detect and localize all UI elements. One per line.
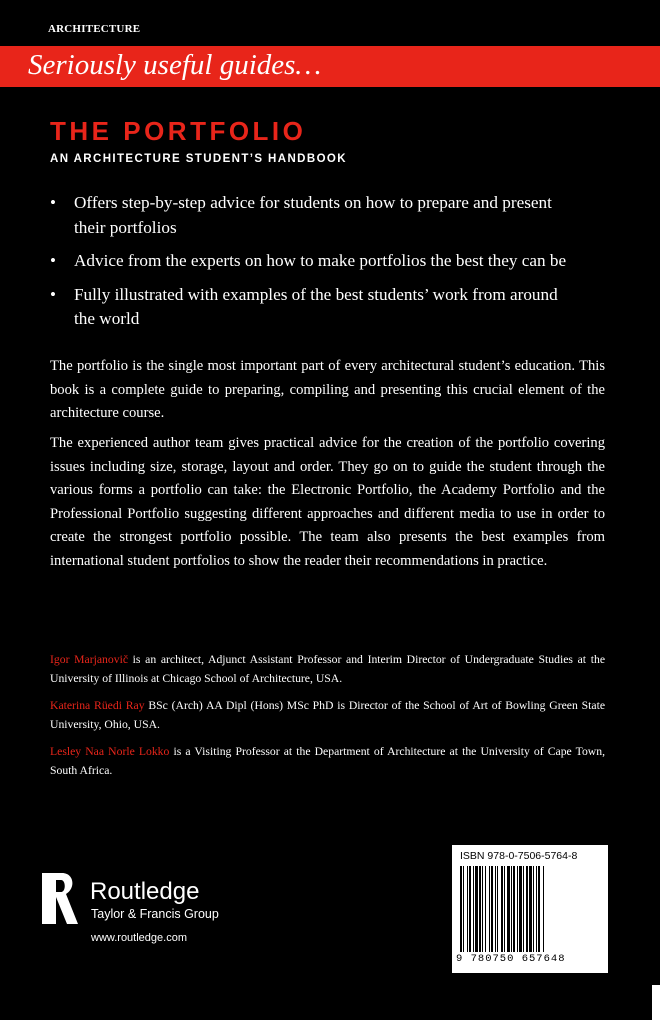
barcode-bar [511,866,512,952]
isbn-label: ISBN 978-0-7506-5764-8 [460,850,578,862]
barcode-bar [475,866,478,952]
barcode-bar [495,866,496,952]
author-bio [50,650,605,688]
author-bio-text: is a Visiting Professor at the Department of Architecture at the University of Cape Town, South Africa. [50,745,605,777]
book-subtitle: AN ARCHITECTURE STUDENT’S HANDBOOK [50,153,347,165]
bullet-text: Fully illustrated with examples of the best students’ work from around the world [74,284,558,328]
list-item [50,283,570,332]
barcode-bar [543,866,544,952]
description-paragraph: The portfolio is the single most important part of every architectural student’s education. This book is a complete guide to preparing, compiling and presenting this crucial element of the architecture course. [50,358,605,421]
bullet-icon: • [50,193,56,212]
barcode-bar [529,866,532,952]
barcode-bar [533,866,534,952]
barcode-bar [467,866,468,952]
barcode-bar [513,866,515,952]
routledge-logo-icon [40,872,80,926]
barcode-bar [489,866,490,952]
description-paragraph: The experienced author team gives practical advice for the creation of the portfolio covering issues including size, storage, layout and order. They go on to guide the student through the various forms a portfolio can take: the Electronic Portfolio, the Academy Portfolio and the Professional Portfolio suggesting different approaches and different media to use in order to create the strongest portfolio possible. The team also presents the best examples from international student portfolios to show the reader their recommendations in practice. [50,435,605,569]
feature-list [50,191,570,341]
bullet-icon: • [50,284,56,304]
barcode-bar [482,866,483,952]
barcode-bar [523,866,524,952]
barcode-bar [504,866,505,952]
tagline: Seriously useful guides… [28,49,322,81]
publisher-url[interactable]: www.routledge.com [91,932,187,944]
publisher-group: Taylor & Francis Group [91,907,219,921]
barcode-bar [526,866,528,952]
barcode-bar [473,866,474,952]
edge-strip [652,985,660,1020]
barcode-bar [460,866,462,952]
author-bio [50,696,605,734]
barcode-bar [536,866,537,952]
category-label: ARCHITECTURE [48,23,141,35]
barcode-bar [463,866,464,952]
barcode-bar [519,866,522,952]
barcode-bar [469,866,471,952]
author-bio [50,742,605,780]
barcode-bar [517,866,518,952]
author-name: Igor Marjanovič [50,653,129,666]
author-name: Lesley Naa Norle Lokko [50,745,170,758]
barcode [460,866,602,952]
barcode-bar [538,866,540,952]
author-bio-text: BSc (Arch) AA Dipl (Hons) MSc PhD is Director of the School of Art of Bowling Green State University, Ohio, USA. [50,699,606,731]
barcode-bar [491,866,493,952]
publisher-name: Routledge [90,878,200,905]
barcode-bar [497,866,498,952]
barcode-bar [485,866,486,952]
list-item [50,249,570,274]
bullet-text: Offers step-by-step advice for students on how to prepare and present their portfolios [74,193,552,237]
author-bio-text: is an architect, Adjunct Assistant Professor and Interim Director of Undergraduate Studies at the University of Illinois at Chicago School of Architecture, USA. [50,653,606,685]
barcode-digits: 9 780750 657648 [456,953,566,965]
list-item [50,191,570,240]
barcode-bar [501,866,503,952]
book-title: THE PORTFOLIO [50,116,307,146]
barcode-bar [507,866,510,952]
bullet-text: Advice from the experts on how to make portfolios the best they can be [74,251,567,270]
author-name: Katerina Rüedi Ray [50,699,145,712]
barcode-bar [479,866,481,952]
bullet-icon: • [50,251,56,270]
